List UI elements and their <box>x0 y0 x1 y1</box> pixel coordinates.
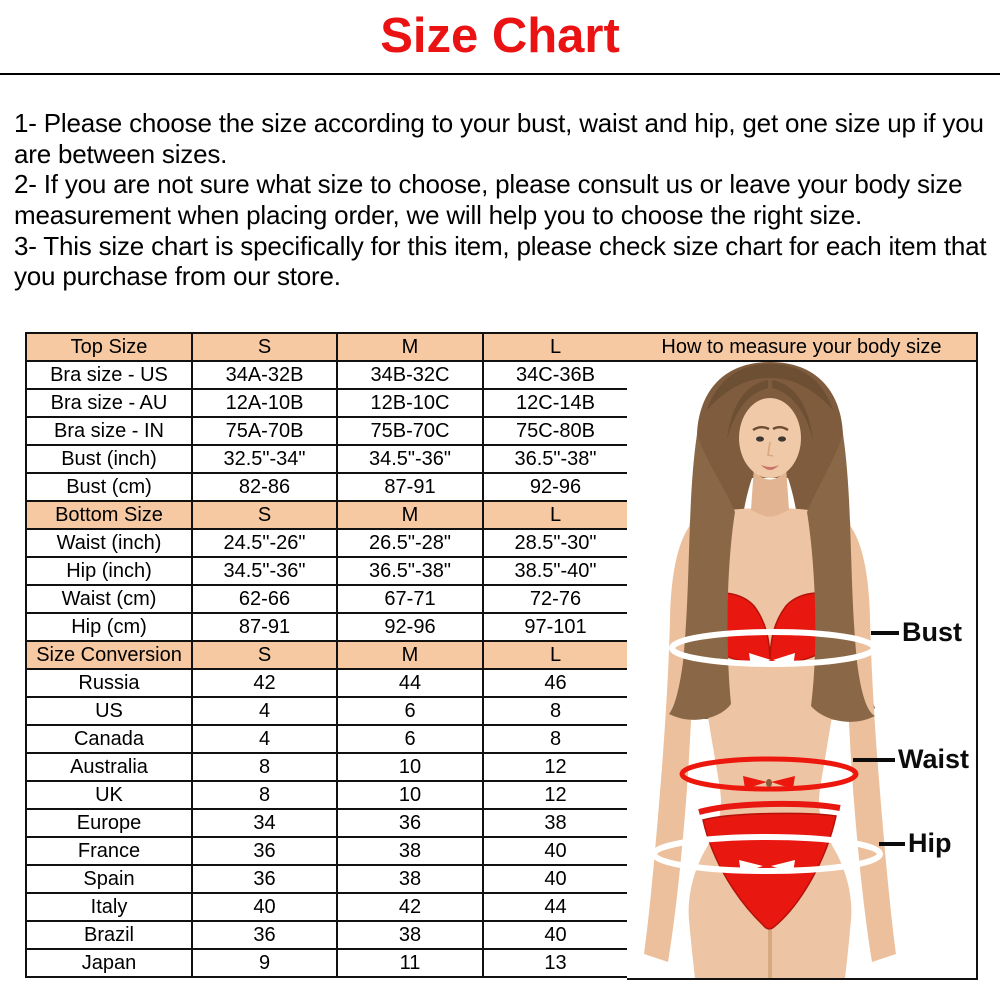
bust-label <box>871 617 962 648</box>
size-value-cell: 40 <box>192 893 337 921</box>
size-row <box>26 445 628 473</box>
size-row <box>26 781 628 809</box>
measure-figure <box>627 362 976 978</box>
size-value-cell: 9 <box>192 949 337 977</box>
size-value-cell: 11 <box>337 949 483 977</box>
size-row <box>26 893 628 921</box>
row-label: Japan <box>26 949 192 977</box>
size-value-cell: 36 <box>192 921 337 949</box>
size-row <box>26 389 628 417</box>
size-value-cell: 6 <box>337 697 483 725</box>
size-value-cell: 34B-32C <box>337 361 483 389</box>
row-label: Europe <box>26 809 192 837</box>
left-eye <box>756 436 764 441</box>
size-value-cell: 34 <box>192 809 337 837</box>
size-column-header: M <box>337 333 483 361</box>
size-value-cell: 10 <box>337 781 483 809</box>
title-divider <box>0 73 1000 75</box>
size-value-cell: 38 <box>337 921 483 949</box>
right-eye <box>778 436 786 441</box>
size-value-cell: 42 <box>192 669 337 697</box>
row-label: Italy <box>26 893 192 921</box>
size-row <box>26 613 628 641</box>
waist-label-text: Waist <box>898 744 970 774</box>
size-value-cell: 36 <box>192 865 337 893</box>
size-value-cell: 12B-10C <box>337 389 483 417</box>
size-row <box>26 753 628 781</box>
row-label: Bust (inch) <box>26 445 192 473</box>
size-value-cell: 12A-10B <box>192 389 337 417</box>
size-value-cell: 8 <box>483 725 628 753</box>
size-chart-table <box>25 332 629 978</box>
row-label: Bust (cm) <box>26 473 192 501</box>
size-value-cell: 8 <box>483 697 628 725</box>
size-value-cell: 38 <box>337 837 483 865</box>
size-value-cell: 46 <box>483 669 628 697</box>
size-column-header: L <box>483 501 628 529</box>
measure-panel-header: How to measure your body size <box>627 334 976 362</box>
size-value-cell: 8 <box>192 781 337 809</box>
row-label: Canada <box>26 725 192 753</box>
row-label: Bra size - AU <box>26 389 192 417</box>
instruction-notes <box>14 108 990 292</box>
row-label: UK <box>26 781 192 809</box>
hip-pointer-line <box>879 842 905 846</box>
row-label: Bra size - US <box>26 361 192 389</box>
section-header-label: Top Size <box>26 333 192 361</box>
row-label: Waist (cm) <box>26 585 192 613</box>
size-row <box>26 417 628 445</box>
size-value-cell: 97-101 <box>483 613 628 641</box>
size-value-cell: 12 <box>483 781 628 809</box>
row-label: Australia <box>26 753 192 781</box>
note-2: 2- If you are not sure what size to choose, please consult us or leave your body size measurement when placing order, we will help you to choose the right size. <box>14 169 963 231</box>
page-title: Size Chart <box>380 9 620 63</box>
size-value-cell: 12 <box>483 753 628 781</box>
section-header-row <box>26 641 628 669</box>
size-value-cell: 34C-36B <box>483 361 628 389</box>
navel <box>766 779 772 787</box>
size-value-cell: 44 <box>483 893 628 921</box>
size-value-cell: 10 <box>337 753 483 781</box>
size-value-cell: 82-86 <box>192 473 337 501</box>
size-value-cell: 87-91 <box>337 473 483 501</box>
size-column-header: M <box>337 641 483 669</box>
hip-label-text: Hip <box>908 828 952 858</box>
size-row <box>26 361 628 389</box>
row-label: Hip (inch) <box>26 557 192 585</box>
size-value-cell: 92-96 <box>337 613 483 641</box>
size-value-cell: 40 <box>483 865 628 893</box>
size-value-cell: 6 <box>337 725 483 753</box>
row-label: Brazil <box>26 921 192 949</box>
size-value-cell: 34.5"-36" <box>192 557 337 585</box>
size-value-cell: 12C-14B <box>483 389 628 417</box>
size-value-cell: 36.5"-38" <box>337 557 483 585</box>
size-value-cell: 38 <box>483 809 628 837</box>
model-illustration <box>627 362 976 978</box>
size-value-cell: 36.5"-38" <box>483 445 628 473</box>
size-value-cell: 40 <box>483 837 628 865</box>
size-value-cell: 62-66 <box>192 585 337 613</box>
size-row <box>26 473 628 501</box>
row-label: Hip (cm) <box>26 613 192 641</box>
size-value-cell: 4 <box>192 725 337 753</box>
size-value-cell: 4 <box>192 697 337 725</box>
size-row <box>26 837 628 865</box>
size-column-header: L <box>483 333 628 361</box>
size-value-cell: 87-91 <box>192 613 337 641</box>
size-value-cell: 75A-70B <box>192 417 337 445</box>
size-value-cell: 26.5"-28" <box>337 529 483 557</box>
section-header-label: Size Conversion <box>26 641 192 669</box>
size-row <box>26 809 628 837</box>
size-row <box>26 529 628 557</box>
size-row <box>26 697 628 725</box>
section-header-row <box>26 333 628 361</box>
bust-label-text: Bust <box>902 617 962 647</box>
size-row <box>26 725 628 753</box>
note-3: 3- This size chart is specifically for this item, please check size chart for each item that you purchase from our store. <box>14 230 987 292</box>
size-value-cell: 34.5"-36" <box>337 445 483 473</box>
size-value-cell: 32.5"-34" <box>192 445 337 473</box>
size-row <box>26 585 628 613</box>
size-value-cell: 36 <box>192 837 337 865</box>
size-value-cell: 38 <box>337 865 483 893</box>
size-column-header: L <box>483 641 628 669</box>
size-value-cell: 40 <box>483 921 628 949</box>
size-value-cell: 13 <box>483 949 628 977</box>
size-value-cell: 24.5"-26" <box>192 529 337 557</box>
row-label: Waist (inch) <box>26 529 192 557</box>
size-row <box>26 949 628 977</box>
size-value-cell: 8 <box>192 753 337 781</box>
size-column-header: S <box>192 333 337 361</box>
size-row <box>26 669 628 697</box>
row-label: Russia <box>26 669 192 697</box>
section-header-label: Bottom Size <box>26 501 192 529</box>
section-header-row <box>26 501 628 529</box>
size-value-cell: 75C-80B <box>483 417 628 445</box>
note-1: 1- Please choose the size according to your bust, waist and hip, get one size up if you are between sizes. <box>14 108 984 169</box>
size-value-cell: 28.5"-30" <box>483 529 628 557</box>
size-value-cell: 42 <box>337 893 483 921</box>
size-column-header: S <box>192 641 337 669</box>
waist-pointer-line <box>853 758 895 762</box>
size-value-cell: 44 <box>337 669 483 697</box>
size-row <box>26 557 628 585</box>
bust-pointer-line <box>871 631 899 635</box>
size-value-cell: 72-76 <box>483 585 628 613</box>
size-value-cell: 75B-70C <box>337 417 483 445</box>
size-column-header: M <box>337 501 483 529</box>
row-label: Spain <box>26 865 192 893</box>
size-value-cell: 67-71 <box>337 585 483 613</box>
hip-label <box>879 828 952 859</box>
face <box>739 398 801 478</box>
size-row <box>26 921 628 949</box>
size-row <box>26 865 628 893</box>
measure-panel <box>627 332 978 980</box>
row-label: US <box>26 697 192 725</box>
size-column-header: S <box>192 501 337 529</box>
row-label: Bra size - IN <box>26 417 192 445</box>
row-label: France <box>26 837 192 865</box>
size-value-cell: 38.5"-40" <box>483 557 628 585</box>
size-value-cell: 34A-32B <box>192 361 337 389</box>
waist-label <box>853 744 969 775</box>
size-value-cell: 36 <box>337 809 483 837</box>
size-value-cell: 92-96 <box>483 473 628 501</box>
